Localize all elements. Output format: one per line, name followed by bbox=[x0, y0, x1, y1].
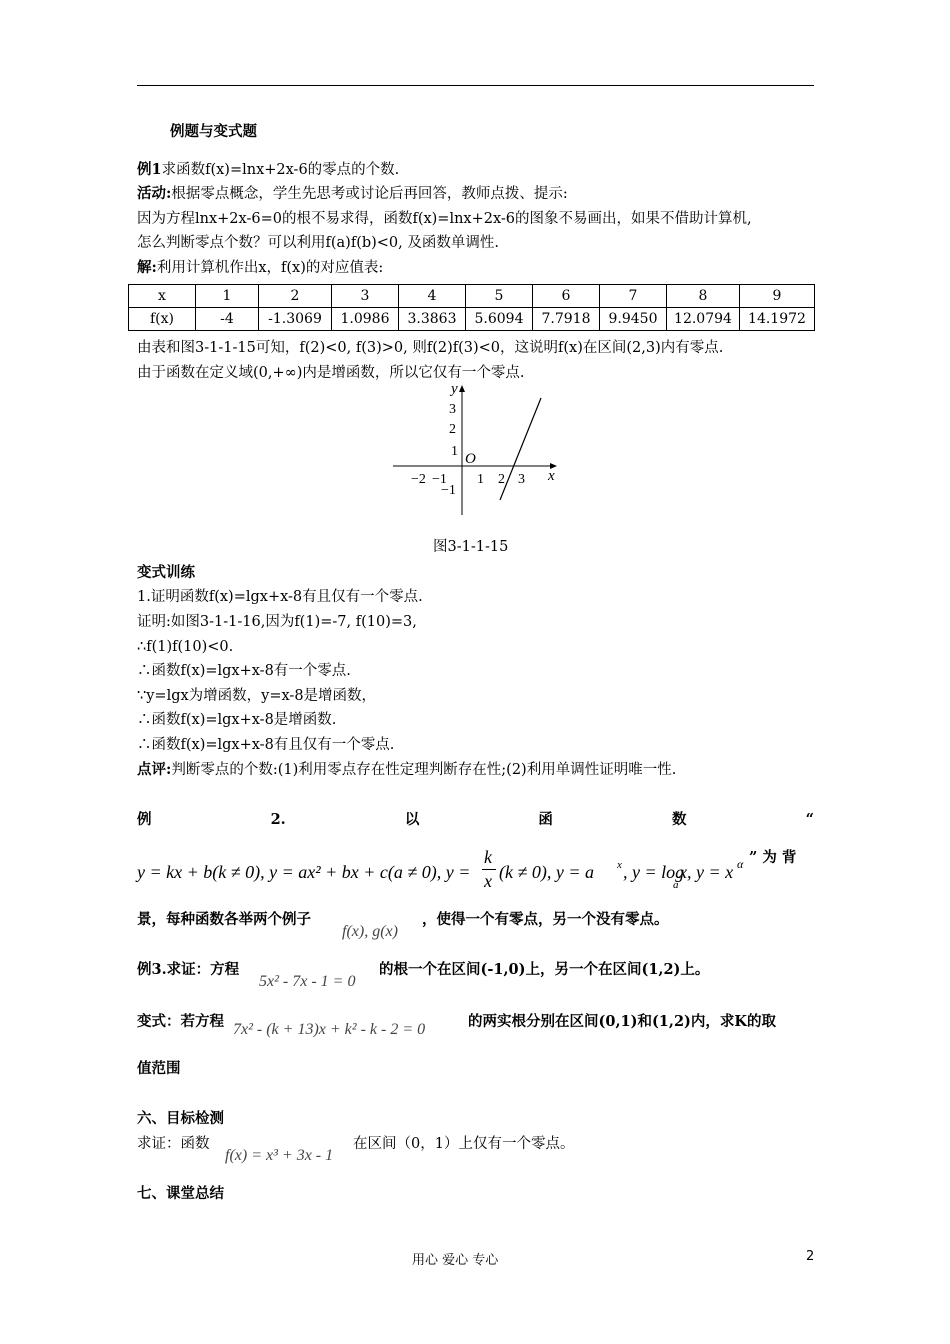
y-tick-label: 3 bbox=[449, 402, 456, 417]
variant1-comment bbox=[137, 760, 676, 780]
ex1-line3: 因为方程lnx+2x-6=0的根不易求得，函数f(x)=lnx+2x-6的图象不易画出，如果不借助计算机, bbox=[137, 211, 752, 227]
activity-text: 根据零点概念，学生先思考或讨论后再回答，教师点拨、提示: bbox=[171, 186, 568, 202]
table-cell: 1.0986 bbox=[332, 308, 399, 331]
variant1-line: 证明:如图3-1-1-16,因为f(1)=-7, f(10)=3, bbox=[137, 614, 417, 630]
solution-text: 利用计算机作出x，f(x)的对应值表: bbox=[156, 260, 384, 276]
solution-label: 解: bbox=[137, 259, 157, 276]
section6-heading: 六、目标检测 bbox=[137, 1110, 224, 1127]
ex2-formula-b: (k ≠ 0), y = a bbox=[499, 862, 594, 882]
table-cell: 2 bbox=[259, 285, 332, 308]
table-cell: 5 bbox=[466, 285, 533, 308]
ex2-tail: ” 为 背 bbox=[749, 849, 797, 866]
ex2-heading bbox=[137, 810, 814, 830]
figure-3-1-1-15 bbox=[385, 378, 565, 518]
ex2-formula-c: , y = log bbox=[623, 862, 685, 882]
variant2-line2: 值范围 bbox=[137, 1060, 181, 1077]
x-axis-label: x bbox=[548, 468, 555, 484]
section-title: 例题与变式题 bbox=[170, 123, 257, 140]
table-cell: 9 bbox=[740, 285, 815, 308]
page-number: 2 bbox=[806, 1249, 815, 1264]
x-tick-label: 2 bbox=[498, 472, 505, 487]
variant2-text-b: 的两实根分别在区间(0,1)和(1,2)内，求K的取 bbox=[468, 1013, 776, 1030]
figure-caption: 图3-1-1-15 bbox=[433, 539, 509, 555]
table-cell: 8 bbox=[667, 285, 740, 308]
ex2-word: 例 bbox=[137, 811, 152, 828]
variant1-line: ∴函数f(x)=lgx+x-8有一个零点. bbox=[137, 663, 351, 679]
ex2-word: “ bbox=[805, 811, 814, 828]
ex2-line3a: 景，每种函数各举两个例子 bbox=[137, 911, 311, 928]
ex2-frac-den: x bbox=[484, 871, 492, 891]
ex2-sub-a: a bbox=[673, 879, 679, 891]
ex1-activity bbox=[137, 184, 568, 204]
x-tick-label: 1 bbox=[477, 472, 484, 487]
section6-math: f(x) = x³ + 3x - 1 bbox=[225, 1147, 334, 1164]
variant1-line: 1.证明函数f(x)=lgx+x-8有且仅有一个零点. bbox=[137, 589, 423, 605]
ex2-formula-d: x, y = x bbox=[679, 862, 734, 882]
ex1-after1: 由表和图3-1-1-15可知，f(2)<0, f(3)>0, 则f(2)f(3)<0，这说明f(x)在区间(2,3)内有零点. bbox=[137, 340, 724, 356]
y-axis-arrow bbox=[459, 385, 465, 392]
variant1-line: ∵y=lgx为增函数，y=x-8是增函数， bbox=[137, 688, 377, 704]
comment-label: 点评: bbox=[137, 761, 172, 778]
y-tick-label: 1 bbox=[451, 444, 458, 459]
table-row-x bbox=[129, 285, 815, 308]
table-cell: f(x) bbox=[129, 308, 196, 331]
table-cell: 4 bbox=[399, 285, 466, 308]
ex2-line3-math: f(x), g(x) bbox=[342, 923, 398, 940]
variant1-line: ∴函数f(x)=lgx+x-8是增函数. bbox=[137, 712, 337, 728]
ex2-word: 以 bbox=[404, 811, 420, 828]
ex1-label: 例1 bbox=[137, 161, 162, 178]
footer-text: 用心 爱心 专心 bbox=[412, 1253, 499, 1268]
x-tick-label: −1 bbox=[432, 472, 447, 487]
ex1-after2: 由于函数在定义域(0,+∞)内是增函数，所以它仅有一个零点. bbox=[137, 365, 525, 381]
header-rule bbox=[137, 85, 814, 86]
x-tick-label: −2 bbox=[411, 472, 426, 487]
table-cell: 12.0794 bbox=[667, 308, 740, 331]
value-table bbox=[128, 284, 815, 331]
ex1-problem bbox=[137, 160, 399, 180]
ex2-frac-num: k bbox=[484, 847, 492, 867]
table-cell: 3.3863 bbox=[399, 308, 466, 331]
table-cell: -4 bbox=[196, 308, 259, 331]
table-cell: x bbox=[129, 285, 196, 308]
variant1-heading: 变式训练 bbox=[137, 564, 195, 581]
variant1-line: ∴f(1)f(10)<0. bbox=[137, 639, 234, 655]
table-cell: 9.9450 bbox=[600, 308, 667, 331]
ex2-word: 函 bbox=[538, 811, 553, 828]
y-tick-label: 2 bbox=[449, 422, 456, 437]
table-cell: 5.6094 bbox=[466, 308, 533, 331]
ex1-problem-text: 求函数f(x)=lnx+2x-6的零点的个数. bbox=[161, 162, 400, 178]
section7-heading: 七、课堂总结 bbox=[137, 1185, 224, 1202]
table-cell: -1.3069 bbox=[259, 308, 332, 331]
ex2-sup-x: x bbox=[617, 859, 622, 871]
ex2-frac-bar bbox=[482, 869, 496, 870]
variant1-line: ∴函数f(x)=lgx+x-8有且仅有一个零点. bbox=[137, 737, 395, 753]
variant2-text-a: 变式：若方程 bbox=[137, 1013, 224, 1030]
ex1-solution bbox=[137, 258, 383, 278]
table-cell: 7.7918 bbox=[533, 308, 600, 331]
y-axis-label: y bbox=[451, 381, 458, 397]
comment-text: 判断零点的个数:(1)利用零点存在性定理判断存在性;(2)利用单调性证明唯一性. bbox=[171, 762, 677, 778]
table-cell: 6 bbox=[533, 285, 600, 308]
ex2-word: 数 bbox=[672, 811, 687, 828]
table-row-fx bbox=[129, 308, 815, 331]
table-cell: 7 bbox=[600, 285, 667, 308]
ex2-line3b: ，使得一个有零点，另一个没有零点。 bbox=[422, 911, 669, 928]
origin-label: O bbox=[465, 451, 476, 467]
table-cell: 3 bbox=[332, 285, 399, 308]
activity-label: 活动: bbox=[137, 185, 172, 202]
ex2-sup-alpha: α bbox=[737, 857, 744, 871]
y-tick-label: −1 bbox=[441, 483, 456, 498]
x-tick-label: 3 bbox=[518, 472, 525, 487]
ex2-word: 2. bbox=[270, 811, 286, 828]
ex3-math: 5x² - 7x - 1 = 0 bbox=[259, 973, 356, 990]
ex3-text-b: 的根一个在区间(-1,0)上，另一个在区间(1,2)上。 bbox=[379, 961, 710, 978]
ex1-line4: 怎么判断零点个数？可以利用f(a)f(b)<0, 及函数单调性. bbox=[137, 235, 499, 251]
section6-text-b: 在区间（0，1）上仅有一个零点。 bbox=[353, 1136, 575, 1152]
ex2-formula-a: y = kx + b(k ≠ 0), y = ax² + bx + c(a ≠ 0), y = bbox=[137, 862, 471, 882]
ex3-text-a: 例3.求证：方程 bbox=[137, 961, 240, 978]
table-cell: 14.1972 bbox=[740, 308, 815, 331]
table-cell: 1 bbox=[196, 285, 259, 308]
section6-text-a: 求证：函数 bbox=[137, 1136, 210, 1152]
variant2-math: 7x² - (k + 13)x + k² - k - 2 = 0 bbox=[233, 1021, 426, 1038]
